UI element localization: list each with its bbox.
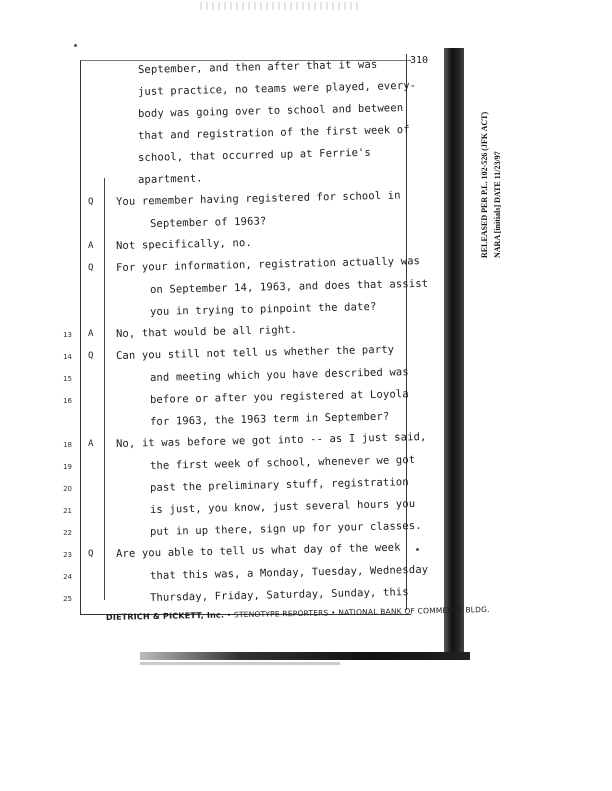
line-number: 15	[63, 375, 72, 383]
release-stamp-line-2: NARA [initials] DATE 11/23/97	[493, 151, 502, 258]
speaker-label: Q	[88, 197, 94, 207]
transcript-line: the first week of school, whenever we got	[149, 453, 416, 472]
reporter-details: • STENOTYPE REPORTERS • NATIONAL BANK OF COMMERCE BLDG.	[224, 604, 490, 620]
line-number: 18	[63, 441, 72, 449]
transcript-line: and meeting which you have described was	[149, 366, 409, 384]
speaker-label: A	[88, 241, 94, 251]
line-number: 24	[63, 573, 72, 581]
transcript-line: For your information, registration actually was	[115, 255, 421, 274]
scan-speck	[416, 548, 419, 551]
transcript-line: that and registration of the first week of	[137, 123, 410, 142]
speaker-label: Q	[88, 263, 94, 273]
release-stamp	[476, 60, 512, 260]
transcript-line: for 1963, the 1963 term in September?	[149, 410, 390, 428]
speaker-margin-rule	[104, 178, 105, 600]
page-shadow-bottom-faint	[140, 662, 340, 665]
scan-speck	[74, 44, 77, 47]
transcript-line: past the preliminary stuff, registration	[149, 476, 409, 494]
release-stamp-line-1: RELEASED PER P.L. 102-526 (JFK ACT)	[480, 111, 489, 258]
line-number: 20	[63, 485, 72, 493]
transcript-line: body was going over to school and between	[137, 101, 404, 120]
transcript-line: Can you still not tell us whether the party	[115, 343, 395, 362]
speaker-label: A	[88, 329, 94, 339]
transcript-line: that this was, a Monday, Tuesday, Wednesday	[149, 563, 429, 582]
transcript-line: September, and then after that it was	[137, 58, 378, 76]
transcript-line: school, that occurred up at Ferrie's	[137, 146, 372, 164]
transcript-line: put in up there, sign up for your classes.	[149, 519, 422, 538]
line-number: 21	[63, 507, 72, 515]
transcript-line: you in trying to pinpoint the date?	[149, 300, 377, 318]
transcript-line: Thursday, Friday, Saturday, Sunday, this	[149, 586, 409, 604]
page-shadow-bottom	[140, 652, 470, 660]
speaker-label: A	[88, 439, 94, 449]
line-number: 22	[63, 529, 72, 537]
line-number: 14	[63, 353, 72, 361]
page-shadow-edge	[444, 48, 464, 658]
line-number: 16	[63, 397, 72, 405]
transcript-line: You remember having registered for school in	[115, 189, 401, 208]
line-number: 25	[63, 595, 72, 603]
transcript-line: is just, you know, just several hours you	[149, 497, 416, 516]
transcript-line: No, it was before we got into -- as I just said,	[115, 430, 427, 450]
speaker-label: Q	[88, 549, 94, 559]
page-number: 310	[410, 55, 429, 66]
line-number: 13	[63, 331, 72, 339]
speaker-label: Q	[88, 351, 94, 361]
scan-smudge	[200, 2, 360, 10]
release-stamp-text	[478, 112, 504, 258]
transcript-line: Are you able to tell us what day of the week	[115, 541, 401, 560]
line-number: 19	[63, 463, 72, 471]
line-number: 23	[63, 551, 72, 559]
reporter-company: DIETRICH & PICKETT, Inc.	[105, 610, 225, 622]
transcript-line: apartment.	[137, 172, 203, 186]
transcript-line: before or after you registered at Loyola	[149, 388, 409, 406]
transcript-line: Not specifically, no.	[115, 236, 253, 252]
transcript-line: No, that would be all right.	[115, 323, 298, 340]
transcript-line: on September 14, 1963, and does that assist	[149, 277, 429, 296]
transcript-line: just practice, no teams were played, every-	[137, 79, 417, 98]
transcript-line: September of 1963?	[149, 215, 267, 230]
